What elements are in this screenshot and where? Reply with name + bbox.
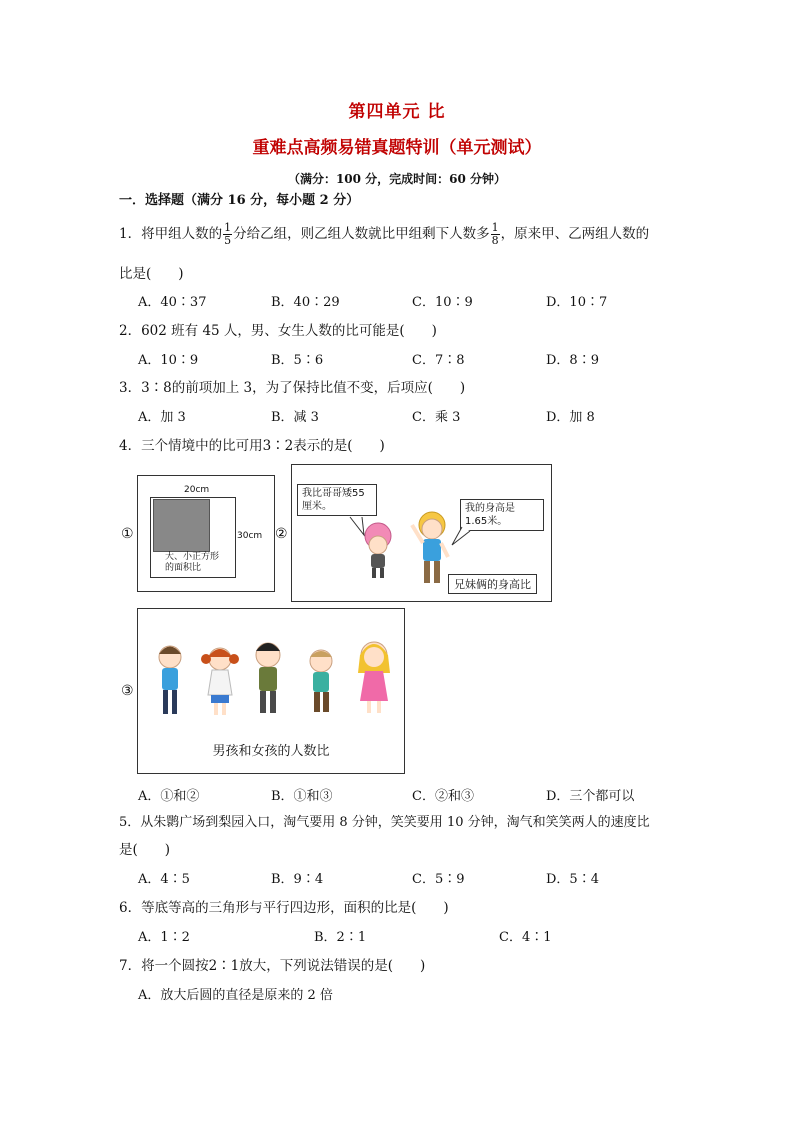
fig1-caption-line1: 大、小正方形 (165, 552, 220, 562)
q1-part2: 分给乙组，则乙组人数就比甲组剩下人数多 (233, 226, 490, 242)
q2-option-a[interactable]: A．10∶9 (138, 353, 199, 368)
q5-option-a[interactable]: A．4∶5 (138, 872, 190, 887)
q2-option-b[interactable]: B．5∶6 (271, 353, 324, 368)
section-heading: 一．选择题（满分 16 分，每小题 2 分） (119, 193, 360, 208)
q4-option-c[interactable]: C．②和③ (412, 789, 474, 804)
fig2-bubble-right-line1: 我的身高是 (465, 503, 515, 514)
q3-option-c[interactable]: C．乘 3 (412, 410, 461, 425)
fig2-bubble-right-line2: 1.65米。 (465, 516, 508, 527)
fig2-bubble-left-line2: 厘米。 (302, 501, 332, 512)
figure-2-marker: ② (275, 526, 288, 542)
q2-option-c[interactable]: C．7∶8 (412, 353, 465, 368)
q1-option-c[interactable]: C．10∶9 (412, 295, 473, 310)
fig1-caption-line2: 的面积比 (165, 563, 202, 573)
q5-option-c[interactable]: C．5∶9 (412, 872, 465, 887)
question-5-line2: 是( ) (119, 842, 171, 858)
q2-option-d[interactable]: D．8∶9 (546, 353, 599, 368)
question-6-text: 6．等底等高的三角形与平行四边形，面积的比是( ) (119, 900, 449, 916)
q4-option-a[interactable]: A．①和② (138, 789, 200, 804)
q1-option-b[interactable]: B．40∶29 (271, 295, 340, 310)
question-1-text (119, 222, 649, 247)
fig1-caption (165, 552, 219, 574)
question-4-text: 4．三个情境中的比可用3∶2表示的是( ) (119, 438, 385, 454)
fig3-caption: 男孩和女孩的人数比 (212, 744, 330, 759)
figure-2-box (291, 464, 552, 602)
figure-3-marker: ③ (121, 683, 134, 699)
question-3-text: 3．3∶8的前项加上 3，为了保持比值不变，后项应( ) (119, 380, 466, 396)
q1-frac1-den: 5 (224, 234, 232, 247)
q6-option-a[interactable]: A．1∶2 (138, 930, 190, 945)
fig1-small-square (153, 499, 210, 552)
q7-option-a[interactable]: A．放大后圆的直径是原来的 2 倍 (138, 988, 333, 1003)
exam-info: （满分：100 分，完成时间：60 分钟） (287, 172, 507, 186)
figure-1-box (137, 475, 275, 592)
q1-option-a[interactable]: A．40∶37 (138, 295, 207, 310)
fig1-width-label: 20cm (184, 485, 210, 495)
q1-fraction-1 (223, 222, 232, 247)
q5-option-d[interactable]: D．5∶4 (546, 872, 599, 887)
page-title: 第四单元 比 (348, 102, 446, 122)
q1-frac2-den: 8 (491, 234, 499, 247)
figure-1-marker: ① (121, 526, 134, 542)
q1-fraction-2 (491, 222, 500, 247)
q3-option-b[interactable]: B．减 3 (271, 410, 319, 425)
q6-option-b[interactable]: B．2∶1 (314, 930, 367, 945)
question-1-line2: 比是( ) (119, 266, 184, 282)
fig1-height-label: 30cm (237, 531, 263, 541)
q1-part1: 1．将甲组人数的 (119, 226, 223, 242)
fig2-bubble-left-line1: 我比哥哥矮55 (302, 488, 365, 499)
fig3-children-illustration (138, 609, 404, 729)
q1-frac2-num: 1 (491, 221, 499, 234)
q1-option-d[interactable]: D．10∶7 (546, 295, 608, 310)
q3-option-a[interactable]: A．加 3 (138, 410, 186, 425)
fig2-caption: 兄妹俩的身高比 (448, 574, 537, 594)
figure-3-box (137, 608, 405, 774)
q6-option-c[interactable]: C．4∶1 (499, 930, 552, 945)
question-2-text: 2．602 班有 45 人，男、女生人数的比可能是( ) (119, 323, 437, 339)
q5-option-b[interactable]: B．9∶4 (271, 872, 324, 887)
question-5-line1: 5．从朱鹮广场到梨园入口，淘气要用 8 分钟，笑笑要用 10 分钟，淘气和笑笑两人的速度比 (119, 815, 650, 830)
q4-option-d[interactable]: D．三个都可以 (546, 789, 635, 804)
q3-option-d[interactable]: D．加 8 (546, 410, 595, 425)
question-7-text: 7．将一个圆按2∶1放大，下列说法错误的是( ) (119, 958, 426, 974)
q4-option-b[interactable]: B．①和③ (271, 789, 333, 804)
q1-part3: ，原来甲、乙两组人数的 (500, 226, 650, 242)
page-subtitle: 重难点高频易错真题特训（单元测试） (252, 138, 542, 158)
q1-frac1-num: 1 (224, 221, 232, 234)
